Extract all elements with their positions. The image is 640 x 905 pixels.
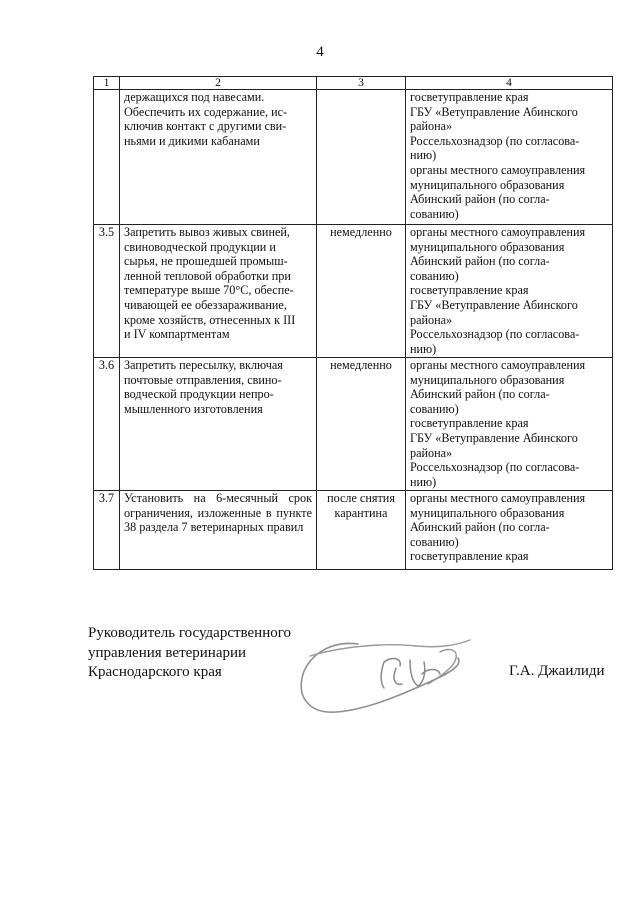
measure-text: Установить на 6-месячный срок ограничения, изложенные в пункте 38 раздела 7 ветеринарных правил xyxy=(120,491,317,570)
page-number: 4 xyxy=(316,44,324,60)
responsible-text: органы местного самоуправления муниципального образования Абинский район (по согла- сованию) госветуправление края xyxy=(406,491,613,570)
signatory-name: Г.А. Джаилиди xyxy=(509,663,605,679)
responsible-text: органы местного самоуправления муниципального образования Абинский район (по согла- сованию) госветуправление края ГБУ «Ветуправление Абинского района» Россельхознадзор (по согласова- нию) xyxy=(406,358,613,491)
handwritten-signature xyxy=(288,622,478,722)
table-row xyxy=(94,358,613,491)
table-row xyxy=(94,491,613,570)
responsible-text: госветуправление края ГБУ «Ветуправление Абинского района» Россельхознадзор (по согласова- нию) органы местного самоуправления муниципального образования Абинский район (по согла- сованию) xyxy=(406,90,613,225)
header-cell-1: 1 xyxy=(94,77,120,90)
measures-table xyxy=(93,76,613,570)
term-text: после снятия карантина xyxy=(317,491,406,570)
header-cell-2: 2 xyxy=(120,77,317,90)
measure-text: держащихся под навесами. Обеспечить их содержание, ис- ключив контакт с другими сви- ньями и дикими кабанами xyxy=(120,90,317,225)
row-number: 3.5 xyxy=(94,225,120,358)
header-cell-4: 4 xyxy=(406,77,613,90)
table-row xyxy=(94,90,613,225)
measure-text: Запретить вывоз живых свиней, свиноводческой продукции и сырья, не прошедшей промыш- ленной тепловой обработки при температуре выше 70°С, обеспе- чивающей ее обеззараживание, кроме хозяйств, отнесенных к III и IV компартментам xyxy=(120,225,317,358)
term-text xyxy=(317,90,406,225)
row-number xyxy=(94,90,120,225)
row-number: 3.6 xyxy=(94,358,120,491)
table-header-row xyxy=(94,77,613,90)
signatory-position: Руководитель государственного управления ветеринарии Краснодарского края xyxy=(88,625,292,680)
row-number: 3.7 xyxy=(94,491,120,570)
measure-text: Запретить пересылку, включая почтовые отправления, свино- водческой продукции непро- мышленного изготовления xyxy=(120,358,317,491)
table-row xyxy=(94,225,613,358)
term-text: немедленно xyxy=(317,358,406,491)
term-text: немедленно xyxy=(317,225,406,358)
responsible-text: органы местного самоуправления муниципального образования Абинский район (по согла- сованию) госветуправление края ГБУ «Ветуправление Абинского района» Россельхознадзор (по согласова- нию) xyxy=(406,225,613,358)
header-cell-3: 3 xyxy=(317,77,406,90)
